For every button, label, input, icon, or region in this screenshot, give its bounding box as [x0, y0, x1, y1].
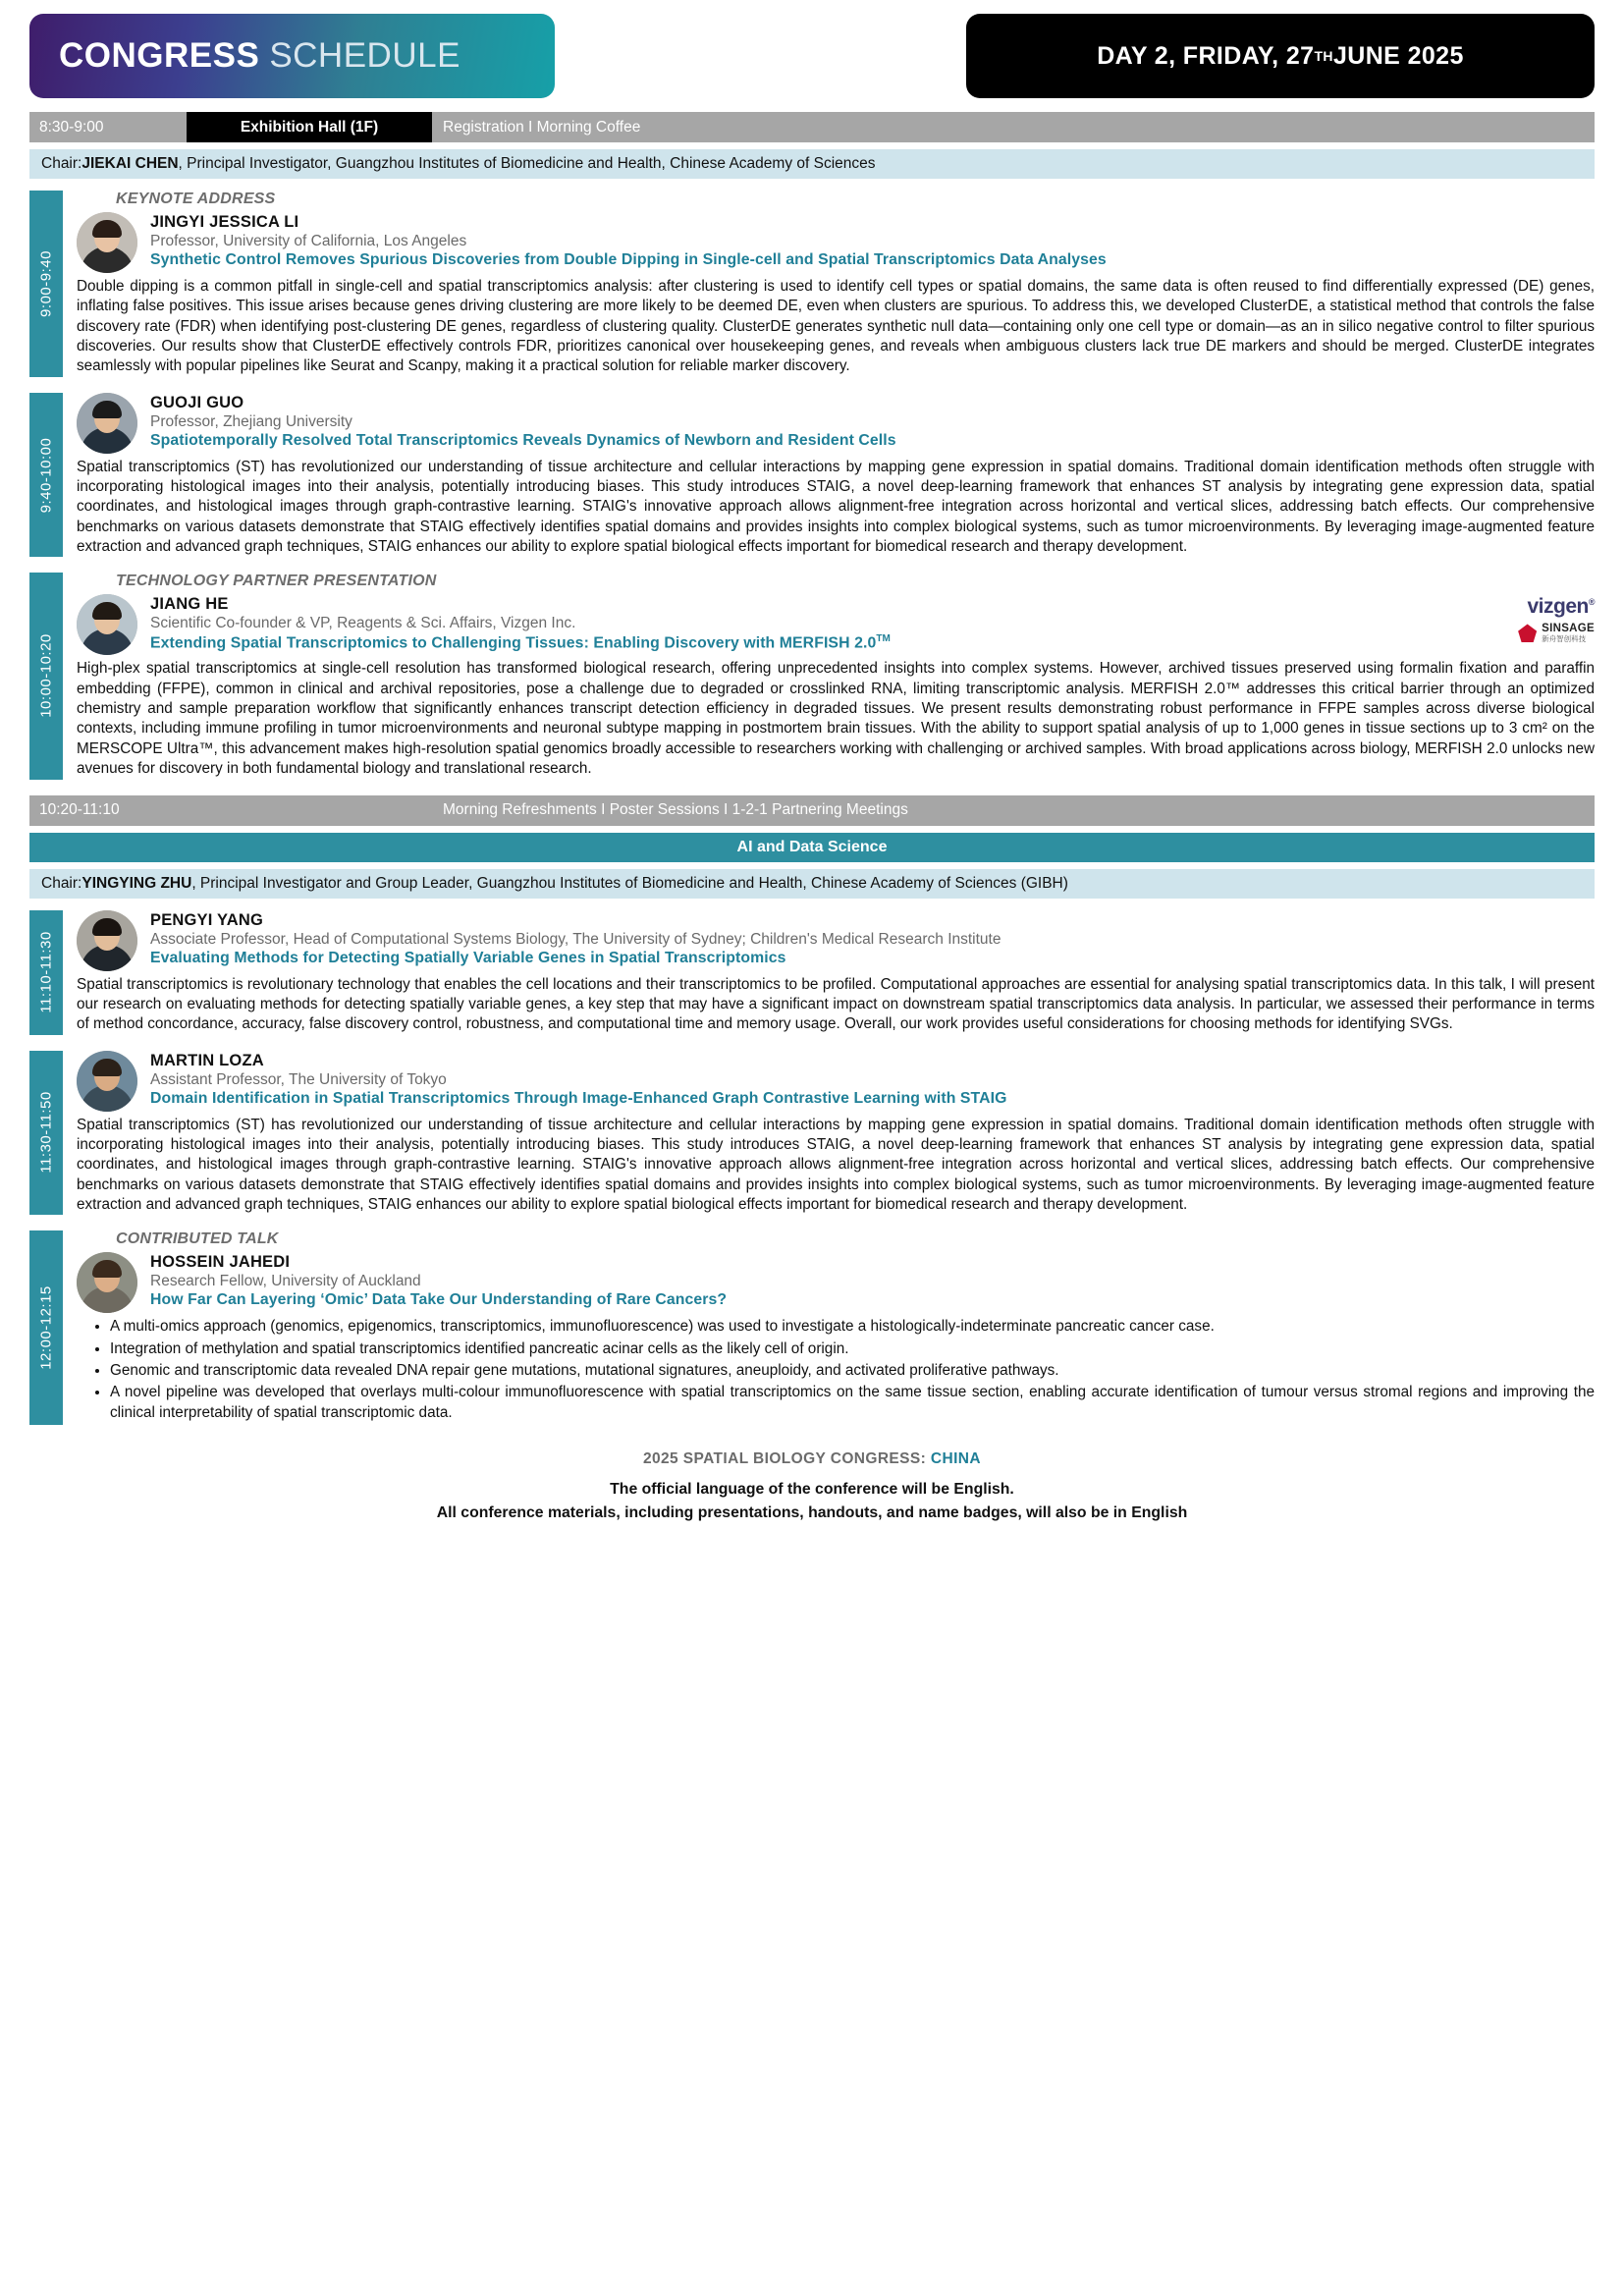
- day-prefix: DAY 2, FRIDAY, 27: [1097, 41, 1315, 70]
- talk-title: Evaluating Methods for Detecting Spatially Variable Genes in Spatial Transcriptomics: [150, 949, 786, 966]
- chair-affiliation: , Principal Investigator and Group Leader, Guangzhou Institutes of Biomedicine and Health, Chinese Academy of Sciences (GIBH): [191, 874, 1068, 892]
- list-item: • A multi-omics approach (genomics, epigenomics, transcriptomics, immunofluorescence) was used to investigate a histologically-indeterminate pancreatic cancer case.: [110, 1317, 1595, 1337]
- avatar: [77, 594, 137, 655]
- vizgen-logo: [1465, 596, 1595, 617]
- time-rail: [29, 1230, 63, 1425]
- talk-kicker: CONTRIBUTED TALK: [116, 1230, 279, 1248]
- talk-title: Spatiotemporally Resolved Total Transcriptomics Reveals Dynamics of Newborn and Resident Cells: [150, 431, 896, 449]
- chair-name: YINGYING ZHU: [81, 874, 192, 892]
- congress-schedule-badge: [29, 14, 555, 98]
- time-rail: [29, 573, 63, 779]
- footer-congress-text: 2025 SPATIAL BIOLOGY CONGRESS:: [643, 1449, 931, 1467]
- talk-abstract: Spatial transcriptomics (ST) has revolutionized our understanding of tissue architecture and cellular interactions by mapping gene expression in spatial domains. Traditional domain identification methods often struggle with incorporating histological images into their analysis, potentially introducing biases. This study introduces STAIG, a novel deep-learning framework that enhances ST analysis by integrating gene expression data, spatial coordinates, and histological images through graph-contrastive learning. STAIG's innovative approach allows alignment-free integration across horizontal and vertical slices, addressing batch effects. Our comprehensive benchmarks on various datasets demonstrate that STAIG effectively identifies spatial domains and provides insights into complex biological systems, such as tumor microenvironments. By leveraging image-augmented feature extraction and advanced graph techniques, STAIG enhances our ability to explore spatial biological effects important for biomedical research and therapy development.: [77, 1116, 1595, 1213]
- sinsage-logo-subtext: 新舟智创科技: [1542, 633, 1587, 643]
- list-item: • Genomic and transcriptomic data revealed DNA repair gene mutations, mutational signatures, aneuploidy, and activated proliferative pathways.: [110, 1361, 1595, 1381]
- chair-bar-session-1: [29, 149, 1595, 179]
- sinsage-logo: [1465, 624, 1595, 642]
- chair-affiliation: , Principal Investigator, Guangzhou Institutes of Biomedicine and Health, Chinese Academy of Sciences: [178, 155, 876, 172]
- speaker-row: [77, 594, 1595, 655]
- avatar: [77, 910, 137, 971]
- speaker-name: GUOJI GUO: [150, 393, 244, 411]
- speaker-name: JIANG HE: [150, 595, 229, 614]
- talk-time: 11:10-11:30: [37, 931, 55, 1013]
- speaker-affiliation: Associate Professor, Head of Computational Systems Biology, The University of Sydney; Children's Medical Research Institute: [150, 930, 1001, 948]
- talk-time: 10:00-10:20: [37, 633, 55, 719]
- speaker-affiliation: Professor, University of California, Los Angeles: [150, 233, 467, 249]
- time-rail: [29, 191, 63, 377]
- refreshments-description: Morning Refreshments I Poster Sessions I 1-2-1 Partnering Meetings: [443, 801, 908, 818]
- talk-title: Domain Identification in Spatial Transcriptomics Through Image-Enhanced Graph Contrastive Learning with STAIG: [150, 1089, 1007, 1107]
- talk-block-loza: [29, 1051, 1595, 1216]
- speaker-name: HOSSEIN JAHEDI: [150, 1253, 291, 1272]
- vizgen-logo-text: vizgen: [1527, 595, 1589, 619]
- section-title-ai-data-science: AI and Data Science: [29, 833, 1595, 862]
- avatar: [77, 212, 137, 273]
- speaker-affiliation: Scientific Co-founder & VP, Reagents & Sci. Affairs, Vizgen Inc.: [150, 615, 576, 632]
- registration-bar: [29, 112, 1595, 142]
- speaker-name: JINGYI JESSICA LI: [150, 213, 299, 231]
- speaker-row: [77, 1051, 1595, 1112]
- chair-bar-session-2: [29, 869, 1595, 899]
- speaker-affiliation: Research Fellow, University of Auckland: [150, 1273, 421, 1290]
- talk-time: 11:30-11:50: [37, 1091, 55, 1175]
- speaker-row: [77, 212, 1595, 273]
- talk-title: How Far Can Layering ‘Omic’ Data Take Our Understanding of Rare Cancers?: [150, 1291, 728, 1309]
- talk-title: [150, 633, 1465, 652]
- partner-logos: [1465, 594, 1595, 642]
- refreshments-bar: [29, 795, 1595, 826]
- talk-abstract: Double dipping is a common pitfall in single-cell and spatial transcriptomics analysis: after clustering is used to identify cell types or spatial domains, the same data is often reused to find differentially expressed (DE) genes, inflating false positives. This issue arises because genes driving clustering are more likely to be deemed DE, even when clusters are spurious. To address this, we developed ClusterDE, a statistical method that controls the false discovery rate (FDR) when identifying post-clustering DE genes, regardless of clustering quality. ClusterDE generates synthetic null data—containing only one cell type or domain—as an in silico negative control to filter spurious discoveries. Our results show that ClusterDE effectively controls FDR, prioritizes canonical over housekeeping genes, and reveals when ambiguous clusters lack true DE markers and should be merged. ClusterDE integrates seamlessly with popular pipelines like Seurat and Scanpy, making it a practical solution for reliable marker discovery.: [77, 278, 1595, 375]
- talk-block-keynote-li: [29, 191, 1595, 377]
- talk-block-contributed-jahedi: [29, 1230, 1595, 1425]
- footer-materials-note: All conference materials, including presentations, handouts, and name badges, will also be in English: [436, 1503, 1188, 1521]
- time-rail: [29, 1051, 63, 1216]
- talk-block-guo: [29, 393, 1595, 558]
- chair-label: Chair:: [41, 155, 82, 172]
- trademark-superscript: TM: [876, 633, 891, 645]
- avatar: [77, 393, 137, 454]
- refreshments-time: 10:20-11:10: [39, 801, 120, 818]
- page-header: [29, 14, 1595, 98]
- registration-description: Registration I Morning Coffee: [443, 118, 641, 136]
- talk-abstract: Spatial transcriptomics (ST) has revolutionized our understanding of tissue architecture and cellular interactions by mapping gene expression in spatial domains. Traditional domain identification methods often struggle with incorporating histological images into their analysis, potentially introducing biases. This study introduces STAIG, a novel deep-learning framework that enhances ST analysis by integrating gene expression data, spatial coordinates, and histological images through graph-contrastive learning. STAIG's innovative approach allows alignment-free integration across horizontal and vertical slices, addressing batch effects. Our comprehensive benchmarks on various datasets demonstrate that STAIG effectively identifies spatial domains and provides insights into complex biological systems, such as tumor microenvironments. By leveraging image-augmented feature extraction and advanced graph techniques, STAIG enhances our ability to explore spatial biological effects important for biomedical research and therapy development.: [77, 458, 1595, 556]
- speaker-affiliation: Assistant Professor, The University of Tokyo: [150, 1070, 447, 1088]
- speaker-name: MARTIN LOZA: [150, 1051, 264, 1069]
- avatar: [77, 1051, 137, 1112]
- registration-time: 8:30-9:00: [39, 118, 104, 136]
- talk-block-yang: [29, 910, 1595, 1035]
- day-date-badge: [966, 14, 1595, 98]
- vizgen-registered-mark: ®: [1588, 597, 1595, 608]
- chair-label: Chair:: [41, 874, 82, 892]
- day-month-year: JUNE 2025: [1332, 41, 1464, 70]
- speaker-row: [77, 910, 1595, 971]
- talk-kicker: KEYNOTE ADDRESS: [116, 191, 276, 207]
- time-rail: [29, 910, 63, 1035]
- talk-time: 9:00-9:40: [37, 249, 55, 317]
- talk-bullet-list: [77, 1317, 1595, 1423]
- speaker-name: PENGYI YANG: [150, 910, 263, 929]
- day-ordinal-suffix: TH: [1314, 48, 1333, 64]
- sinsage-mark-icon: [1518, 624, 1537, 642]
- talk-title-text: Extending Spatial Transcriptomics to Challenging Tissues: Enabling Discovery with MERFISH 2.0: [150, 634, 877, 652]
- talk-title: Synthetic Control Removes Spurious Discoveries from Double Dipping in Single-cell and Spatial Transcriptomics Data Analyses: [150, 251, 1107, 268]
- speaker-row: [77, 393, 1595, 454]
- avatar: [77, 1252, 137, 1313]
- list-item: • A novel pipeline was developed that overlays multi-colour immunofluorescence with spatial transcriptomics on the same tissue section, enabling accurate identification of tumour versus stromal regions and improving the clinical interpretability of spatial transcriptomic data.: [110, 1383, 1595, 1423]
- registration-room: Exhibition Hall (1F): [187, 112, 432, 142]
- footer-language-note: The official language of the conference will be English.: [610, 1480, 1014, 1498]
- talk-time: 12:00-12:15: [37, 1285, 55, 1370]
- footer-congress-line: [29, 1450, 1595, 1468]
- talk-abstract: High-plex spatial transcriptomics at single-cell resolution has transformed biological research, offering unprecedented insights into complex systems. However, archived tissues preserved using formalin fixation and paraffin embedding (FFPE), common in clinical and archival repositories, pose a challenge due to degraded or crosslinked RNA, limiting transcriptomic analysis. MERFISH 2.0™ addresses this critical barrier through an optimized chemistry and sample preparation workflow that significantly enhances transcript detection efficiency in degraded tissues. We present results demonstrating robust performance in FFPE samples across diverse biological contexts, including immune profiling in tumor microenvironments and neuronal subtype mapping in postmortem brain tissues. With the ability to support spatial analysis of up to 1,000 genes in tissue sections up to 3 cm² on the MERSCOPE Ultra™, this advancement makes high-resolution spatial genomics broadly accessible to researchers working with challenging or archived samples. With broad applications across biology, MERFISH 2.0 unlocks new avenues for discovery in both fundamental biology and translational research.: [77, 660, 1595, 778]
- footer-congress-country: CHINA: [930, 1449, 981, 1467]
- sinsage-logo-text: SINSAGE: [1542, 623, 1595, 635]
- talk-abstract: Spatial transcriptomics is revolutionary technology that enables the cell locations and their transcriptomics to be profiled. Computational approaches are essential for analysing spatial transcriptomics data. In this talk, I will present our research on evaluating methods for detecting spatially variable genes, a key step that may have a significant impact on downstream spatial transcriptomics data analysis. In particular, we assessed their performance in terms of method concordance, accuracy, false discovery control, robustness, and computational time and memory usage. Overall, our work provides useful considerations for choosing methods for identifying SVGs.: [77, 975, 1595, 1033]
- page-footer: [29, 1450, 1595, 1522]
- chair-name: JIEKAI CHEN: [81, 155, 179, 172]
- speaker-affiliation: Professor, Zhejiang University: [150, 412, 352, 430]
- talk-block-tech-partner-he: [29, 573, 1595, 779]
- talk-time: 9:40-10:00: [37, 437, 55, 513]
- speaker-row: [77, 1252, 1595, 1313]
- talk-kicker: TECHNOLOGY PARTNER PRESENTATION: [116, 573, 437, 590]
- list-item: • Integration of methylation and spatial transcriptomics identified pancreatic acinar cells as the likely cell of origin.: [110, 1339, 1595, 1359]
- congress-word: CONGRESS: [59, 36, 260, 75]
- schedule-word: SCHEDULE: [269, 36, 460, 75]
- time-rail: [29, 393, 63, 558]
